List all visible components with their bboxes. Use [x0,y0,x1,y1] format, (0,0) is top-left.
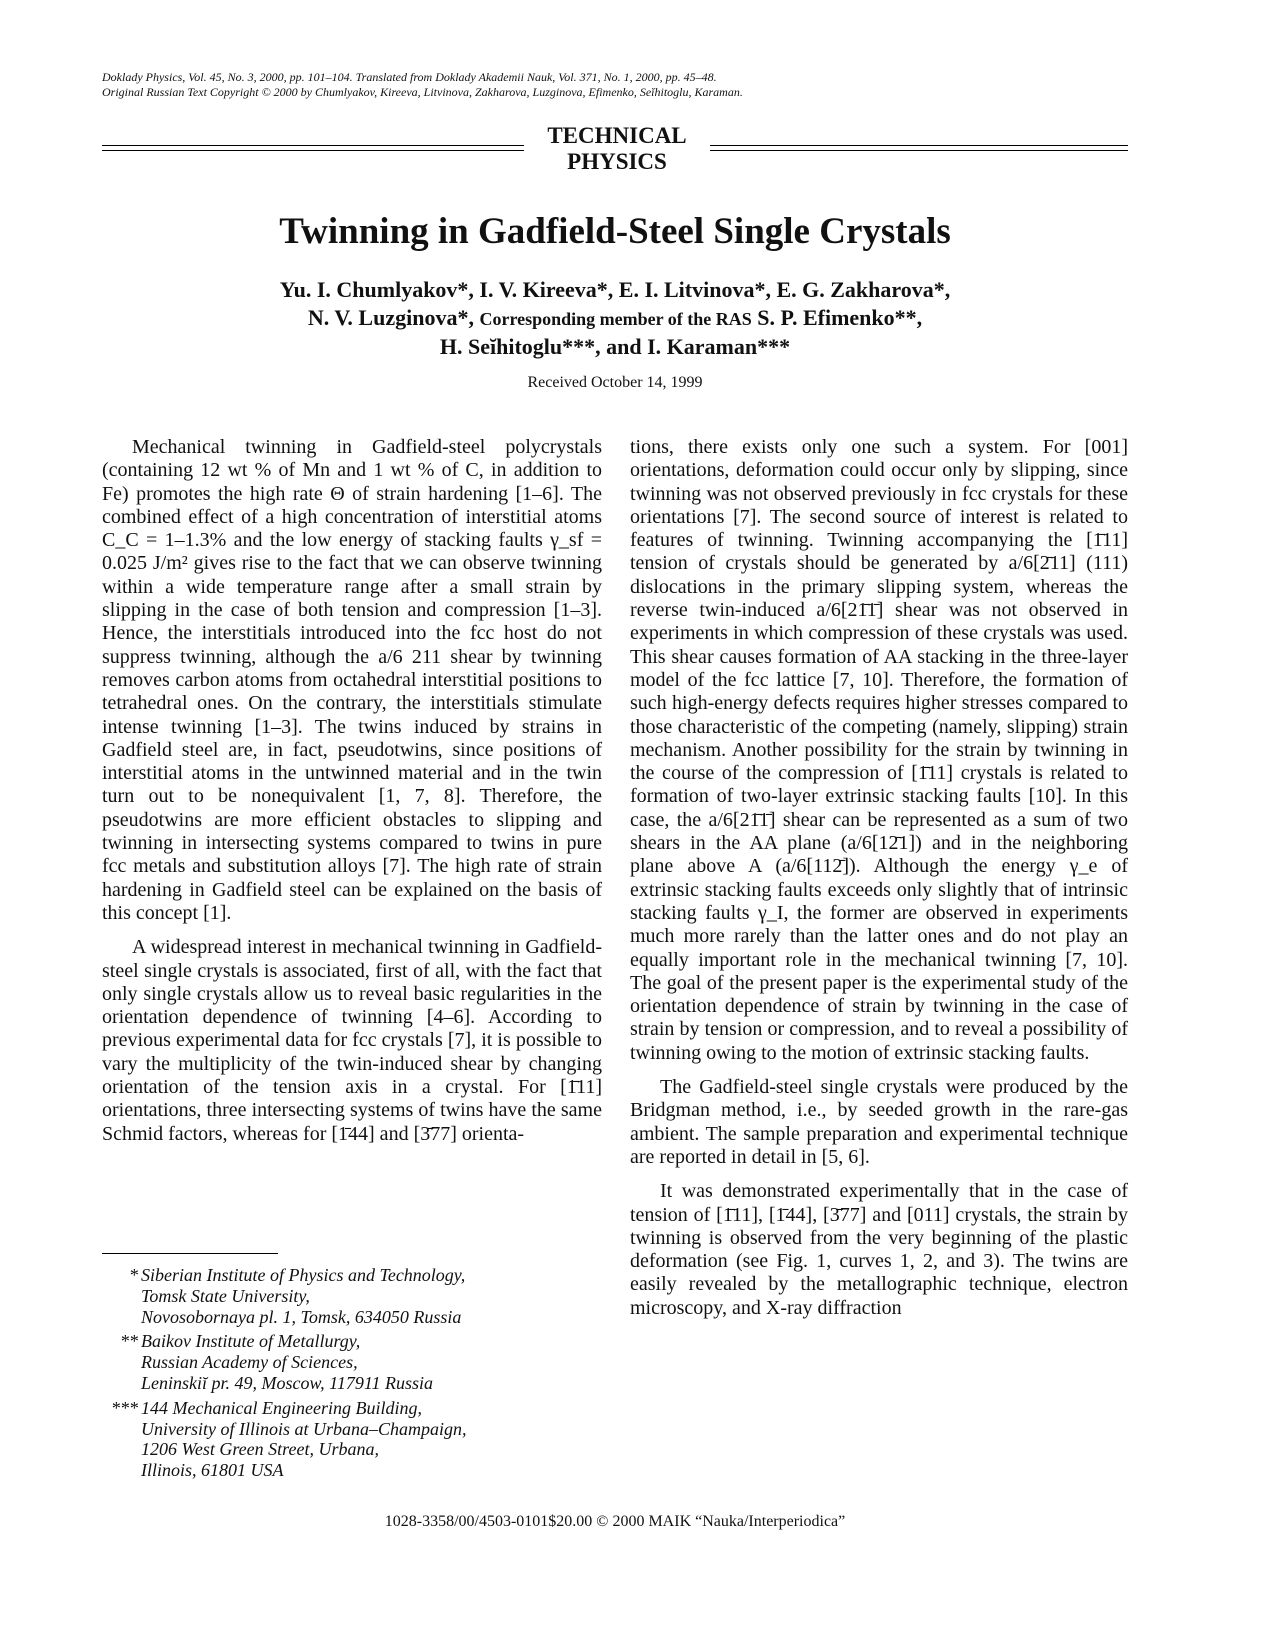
footnote-line: Illinois, 61801 USA [141,1460,284,1481]
footnote-marker: * [129,1265,138,1285]
footnote-line: Leninskiĭ pr. 49, Moscow, 117911 Russia [141,1372,433,1393]
left-column [102,436,602,1146]
paragraph: A widespread interest in mechanical twinning in Gadfield-steel single crystals is associated, first of all, with the fact that only single crystals allow us to reveal basic regularities in the orientation dependence of twinning [4–6]. According to previous experimental data for fcc crystals [7], it is possible to vary the multiplicity of the twin-induced shear by changing orientation of the tension axis in a crystal. For [1̄11] orientations, three intersecting systems of twins have the same Schmid factors, whereas for [1̄44] and [3̄77] orienta- [102,936,602,1145]
paragraph: Mechanical twinning in Gadfield-steel polycrystals (containing 12 wt % of Mn and 1 wt % of C, in addition to Fe) promotes the high rate Θ of strain hardening [1–6]. The combined effect of a high concentration of interstitial atoms C_C = 1–1.3% and the low energy of stacking faults γ_sf = 0.025 J/m² gives rise to the fact that we can observe twinning within a wide temperature range after a small strain by slipping in the case of both tension and compression [1–3]. Hence, the interstitials introduced into the fcc host do not suppress twinning, although the a/6 211 shear by twinning removes carbon atoms from octahedral interstitial positions to tetrahedral ones. On the contrary, the interstitials stimulate intense twinning [1–3]. The twins induced by strains in Gadfield steel are, in fact, pseudotwins, since positions of interstitial atoms in the untwinned material and in the twin turn out to be nonequivalent [1, 7, 8]. Therefore, the pseudotwins are more efficient obstacles to slipping and twinning in intersecting systems compared to twins in pure fcc metals and substitution alloys [7]. The high rate of strain hardening in Gadfield steel can be explained on the basis of this concept [1]. [102,436,602,924]
footnote-marker: ** [120,1331,138,1352]
affiliation-footnote [102,1265,602,1327]
footnote-line: University of Illinois at Urbana–Champaign, [141,1418,467,1439]
footnote-line: 1206 West Green Street, Urbana, [141,1439,379,1460]
paragraph: The Gadfield-steel single crystals were produced by the Bridgman method, i.e., by seeded growth in the rare-gas ambient. The sample preparation and experimental technique are reported in detail in [5, 6]. [630,1076,1128,1168]
author-efimenko: S. P. Efimenko**, [757,305,923,330]
right-column [630,436,1128,1320]
paper-title: Twinning in Gadfield-Steel Single Crystals [279,211,951,252]
section-label-line-2: PHYSICS [567,149,667,174]
section-label-line-1: TECHNICAL [547,123,687,148]
paragraph: tions, there exists only one such a system. For [001] orientations, deformation could occur only by slipping, since twinning was not observed previously in fcc crystals for these orientations [7]. The second source of interest is related to features of twinning. Twinning accompanying the [1̄11] tension of crystals should be generated by a/6[2̄11] (111) dislocations in the primary slipping system, whereas the reverse twin-induced a/6[21̄1̄] shear was not observed in experiments in which compression of these crystals was used. This shear causes formation of AA stacking in the three-layer model of the fcc lattice [7, 10]. Therefore, the formation of such high-energy defects requires higher stresses compared to those characteristic of the competing (namely, slipping) strain mechanism. Another possibility for the strain by twinning in the course of the compression of [1̄11] crystals is related to formation of two-layer extrinsic stacking faults [10]. In this case, the a/6[21̄1̄] shear can be represented as a sum of two shears in the AA plane (a/6[12̄1]) and in the neighboring plane above A (a/6[112̄]). Although the energy γ_e of extrinsic stacking faults exceeds only slightly that of intrinsic stacking faults γ_I, the former are observed in experiments much more rarely than the latter ones and do not play an equally important role in the mechanical twinning [7, 10]. The goal of the present paper is the experimental study of the orientation dependence of strain by twinning in the case of strain by tension or compression, and to reveal a possibility of twinning owing to the motion of extrinsic stacking faults. [630,436,1128,1064]
footnote-line: Baikov Institute of Metallurgy, [141,1331,361,1352]
footnote-line: 144 Mechanical Engineering Building, [141,1397,422,1418]
footnote-marker: *** [111,1397,138,1418]
affiliation-footnotes [102,1265,602,1485]
paragraph: It was demonstrated experimentally that in the case of tension of [1̄11], [1̄44], [3̄77] and [011] crystals, the strain by twinning is observed from the very beginning of the plastic deformation (see Fig. 1, curves 1, 2, and 3). The twins are easily revealed by the metallographic technique, electron microscopy, and X-ray diffraction [630,1180,1128,1319]
authors-line-3: H. Seĭhitoglu***, and I. Karaman*** [439,334,791,359]
footnote-separator [102,1253,278,1254]
citation-line-2: Original Russian Text Copyright © 2000 by Chumlyakov, Kireeva, Litvinova, Zakharova, Luzginova, Efimenko, Seĭhitoglu, Karaman. [102,85,743,99]
authors-line-1: Yu. I. Chumlyakov*, I. V. Kireeva*, E. I. Litvinova*, E. G. Zakharova*, [279,277,951,302]
author-list [102,276,1128,361]
affiliation-footnote [102,1398,602,1481]
ras-membership-note: Corresponding member of the RAS [479,309,752,329]
footnote-line: Novosobornaya pl. 1, Tomsk, 634050 Russia [141,1306,462,1327]
footnote-line: Russian Academy of Sciences, [141,1352,358,1373]
footnote-line: Siberian Institute of Physics and Technology, [141,1265,466,1285]
received-date: Received October 14, 1999 [527,374,703,391]
author-luzginova: N. V. Luzginova*, [307,305,474,330]
section-rule-right [710,145,1128,151]
footnote-line: Tomsk State University, [141,1285,310,1306]
citation-line-1: Doklady Physics, Vol. 45, No. 3, 2000, pp. 101–104. Translated from Doklady Akademii Nauk, Vol. 371, No. 1, 2000, pp. 45–48. [102,70,717,84]
section-heading [102,123,1128,175]
section-rule-left [102,145,524,151]
authors-line-2 [102,304,1128,333]
affiliation-footnote [102,1331,602,1393]
section-label [526,123,708,175]
copyright-footer: 1028-3358/00/4503-0101$20.00 © 2000 MAIK “Nauka/Interperiodica” [384,1513,846,1530]
journal-citation-header [102,70,743,100]
